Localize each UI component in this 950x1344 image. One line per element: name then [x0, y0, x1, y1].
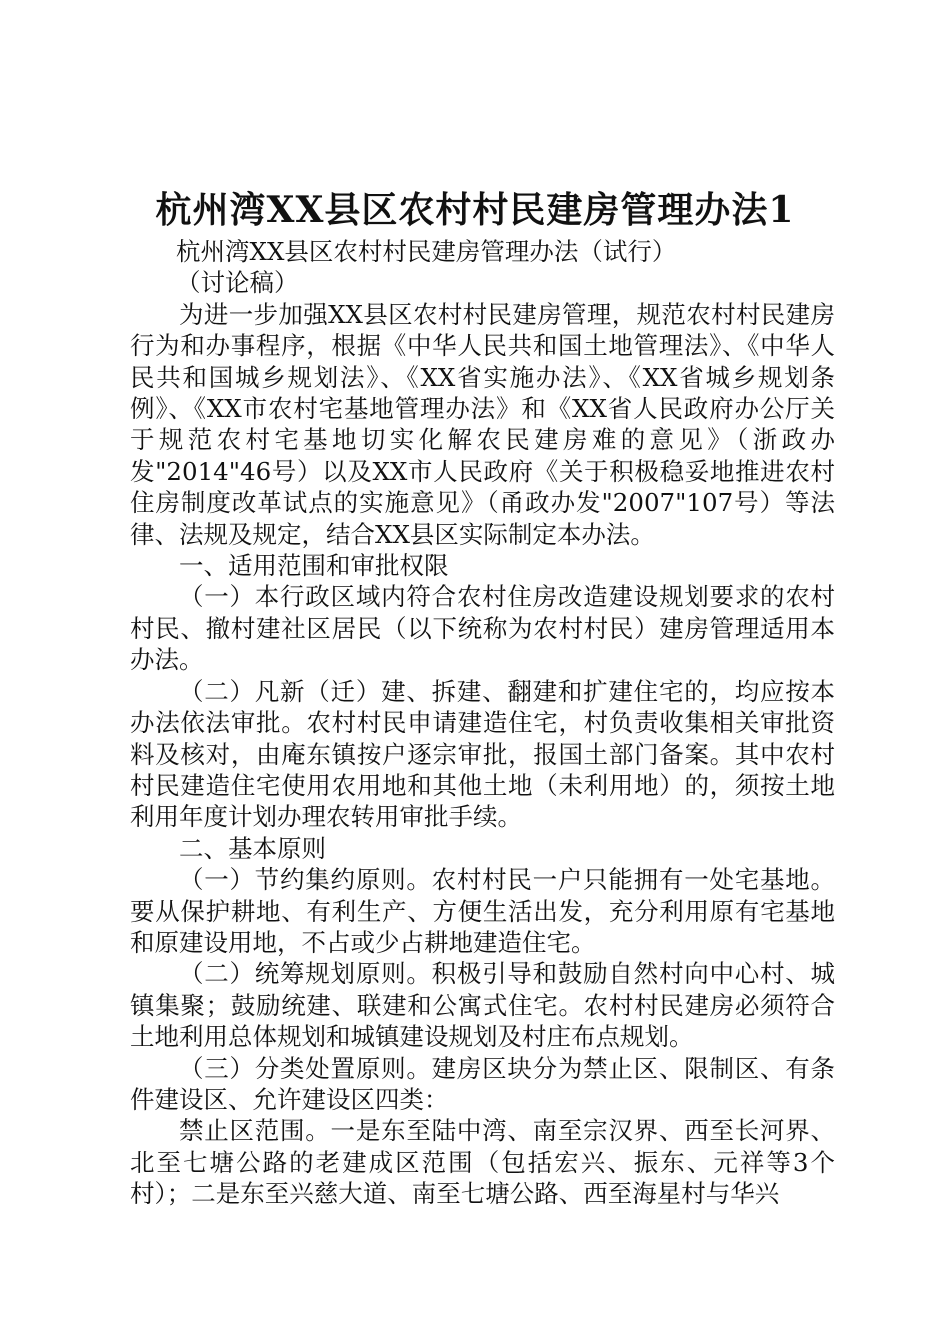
document-body	[130, 236, 835, 1210]
paragraph-principle-1: （一）节约集约原则。农村村民一户只能拥有一处宅基地。要从保护耕地、有利生产、方便生活出发，充分利用原有宅基地和原建设用地，不占或少占耕地建造住宅。	[130, 865, 835, 957]
draft-note: （讨论稿）	[176, 268, 299, 298]
paragraph-scope-1: （一）本行政区域内符合农村住房改造建设规划要求的农村村民、撤村建社区居民（以下统称为农村村民）建房管理适用本办法。	[130, 582, 835, 675]
paragraph-preamble: 为进一步加强XX县区农村村民建房管理，规范农村村民建房行为和办事程序，根据《中华人民共和国土地管理法》、《中华人民共和国城乡规划法》、《XX省实施办法》、《XX省城乡规划条例》、《XX市农村宅基地管理办法》和《XX省人民政府办公厅关于规范农村宅基地切实化解农民建房难的意见》（浙政办发"2014"46号）以及XX市人民政府《关于积极稳妥地推进农村住房制度改革试点的实施意见》（甬政办发"2007"107号）等法律、法规及规定，结合XX县区实际制定本办法。	[130, 299, 835, 549]
paragraph-principle-2: （二）统筹规划原则。积极引导和鼓励自然村向中心村、城镇集聚；鼓励统建、联建和公寓式住宅。农村村民建房必须符合土地利用总体规划和城镇建设规划及村庄布点规划。	[130, 959, 835, 1052]
section-heading-principles: 二、基本原则	[179, 833, 326, 863]
paragraph-prohibited-zone: 禁止区范围。一是东至陆中湾、南至宗汉界、西至长河界、北至七塘公路的老建成区范围（包括宏兴、振东、元祥等3个村）；二是东至兴慈大道、南至七塘公路、西至海星村与华兴	[130, 1116, 835, 1209]
paragraph-principle-3: （三）分类处置原则。建房区块分为禁止区、限制区、有条件建设区、允许建设区四类：	[130, 1053, 835, 1114]
paragraph-scope-2: （二）凡新（迁）建、拆建、翻建和扩建住宅的，均应按本办法依法审批。农村村民申请建造住宅，村负责收集相关审批资料及核对，由庵东镇按户逐宗审批，报国土部门备案。其中农村村民建造住宅使用农用地和其他土地（未利用地）的，须按土地利用年度计划办理农转用审批手续。	[130, 676, 835, 832]
section-heading-scope: 一、适用范围和审批权限	[179, 551, 449, 581]
document-title: 杭州湾XX县区农村村民建房管理办法1	[155, 189, 795, 231]
document-subtitle: 杭州湾XX县区农村村民建房管理办法（试行）	[176, 237, 677, 266]
